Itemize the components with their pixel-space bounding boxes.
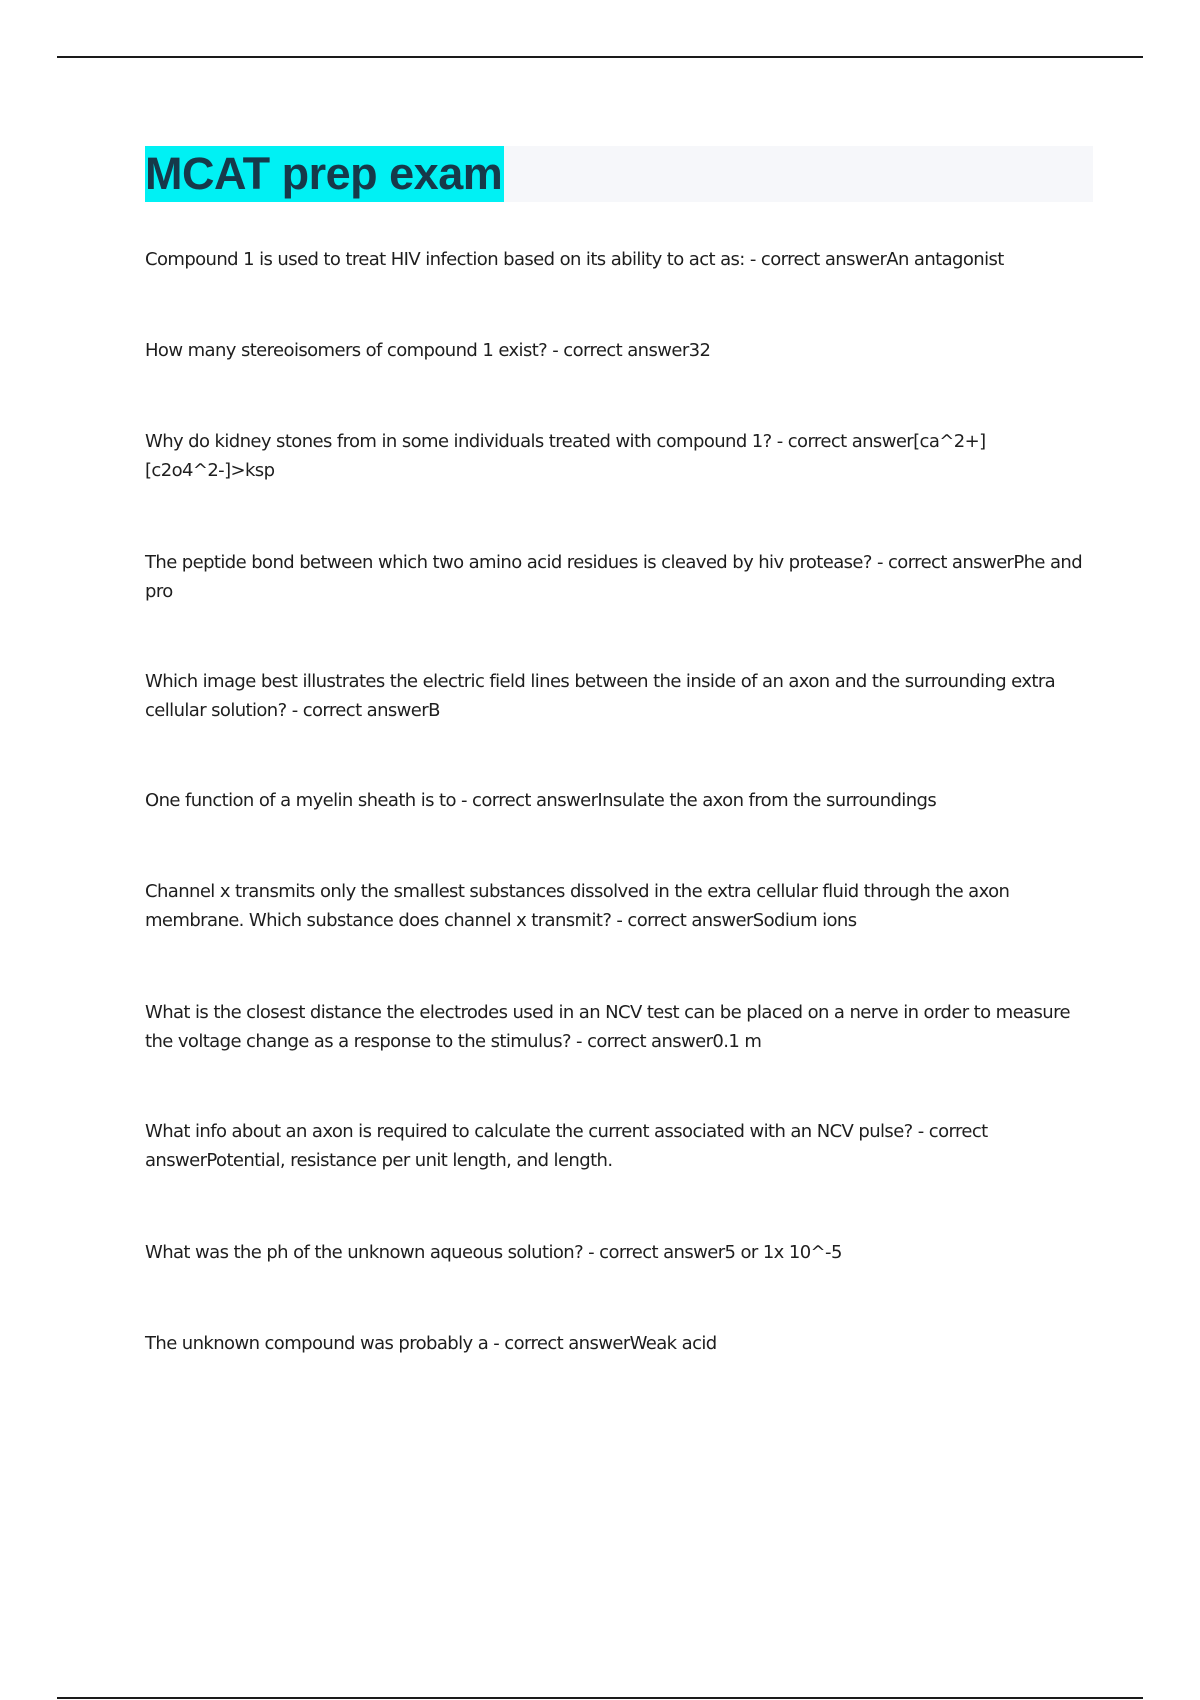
question-answer-11: The unknown compound was probably a - correct answerWeak acid [145,1333,717,1354]
question-answer-9: What info about an axon is required to calculate the current associated with an NCV pulse? - correct answerPotential, resistance per unit length, and length. [145,1121,988,1171]
question-answer-7: Channel x transmits only the smallest substances dissolved in the extra cellular fluid through the axon membrane. Which substance does channel x transmit? - correct answerSodium ions [145,881,1010,931]
question-answer-6: One function of a myelin sheath is to - correct answerInsulate the axon from the surroundings [145,790,937,811]
question-answer-8: What is the closest distance the electrodes used in an NCV test can be placed on a nerve in order to measure the voltage change as a response to the stimulus? - correct answer0.1 m [145,1002,1070,1052]
question-answer-4: The peptide bond between which two amino acid residues is cleaved by hiv protease? - correct answerPhe and pro [145,552,1083,602]
question-answer-5: Which image best illustrates the electric field lines between the inside of an axon and the surrounding extra cellular solution? - correct answerB [145,671,1056,721]
page-title: MCAT prep exam [145,146,504,202]
question-answer-2: How many stereoisomers of compound 1 exist? - correct answer32 [145,340,711,361]
question-answer-3: Why do kidney stones from in some individuals treated with compound 1? - correct answer[ca^2+][c2o4^2-]>ksp [145,431,986,481]
top-rule [57,56,1143,58]
question-answer-1: Compound 1 is used to treat HIV infection based on its ability to act as: - correct answerAn antagonist [145,249,1004,270]
question-answer-10: What was the ph of the unknown aqueous solution? - correct answer5 or 1x 10^-5 [145,1242,842,1263]
bottom-rule [57,1697,1143,1699]
